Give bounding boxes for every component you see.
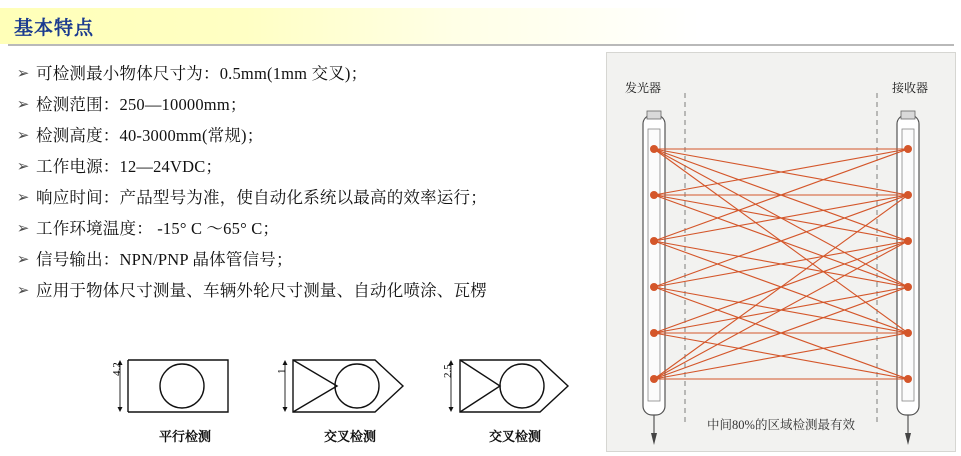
receiver-label: 接收器 (892, 81, 929, 95)
list-item-label: 响应时间：产品型号为准，使自动化系统以最高的效率运行； (36, 188, 487, 207)
diagram-cross-detection-2 (440, 348, 590, 453)
list-item (10, 93, 610, 117)
beam-diagram-svg (607, 53, 955, 451)
diagram-cross-detection-1 (275, 348, 425, 453)
list-item (10, 186, 610, 210)
list-item-label: 工作环境温度： -15° C ～65° C； (36, 219, 280, 238)
emitter-label: 发光器 (625, 81, 662, 95)
bullet-arrow-icon: ➢ (16, 127, 30, 144)
cross-detection-drawing-1 (275, 348, 425, 426)
list-item (10, 217, 610, 241)
parallel-detection-drawing (110, 348, 260, 426)
dimension-label: 2.5 (442, 364, 454, 378)
bullet-arrow-icon: ➢ (16, 282, 30, 299)
bullet-arrow-icon: ➢ (16, 158, 30, 175)
dimension-label: 4.2 (111, 362, 123, 376)
page-title: 基本特点 (14, 18, 95, 39)
bullet-arrow-icon: ➢ (16, 189, 30, 206)
beam-diagram-footnote: 中间80%的区域检测最有效 (707, 418, 855, 432)
list-item (10, 248, 610, 272)
list-item-label: 信号输出：NPN/PNP 晶体管信号； (36, 250, 293, 269)
bullet-arrow-icon: ➢ (16, 220, 30, 237)
bullet-arrow-icon: ➢ (16, 96, 30, 113)
light-curtain-beam-diagram (606, 52, 956, 452)
dimension-label: 1 (276, 368, 288, 374)
list-item (10, 62, 610, 86)
list-item-label: 应用于物体尺寸测量、车辆外轮尺寸测量、自动化喷涂、瓦楞 (36, 281, 487, 300)
diagram-caption: 交叉检测 (488, 429, 541, 444)
diagram-caption: 平行检测 (158, 429, 211, 444)
list-item (10, 155, 610, 179)
list-item-label: 检测高度：40-3000mm(常规)； (36, 126, 264, 145)
feature-list (10, 62, 610, 310)
list-item-label: 工作电源：12—24VDC； (36, 157, 223, 176)
header-band (0, 8, 700, 44)
diagram-parallel-detection (110, 348, 260, 453)
diagram-caption: 交叉检测 (323, 429, 376, 444)
bullet-arrow-icon: ➢ (16, 65, 30, 82)
list-item-label: 检测范围：250—10000mm； (36, 95, 247, 114)
list-item (10, 124, 610, 148)
list-item-label: 可检测最小物体尺寸为：0.5mm(1mm 交叉)； (36, 64, 368, 83)
detection-mode-diagrams (110, 348, 610, 453)
cross-detection-drawing-2 (440, 348, 590, 426)
header-divider (8, 44, 954, 46)
bullet-arrow-icon: ➢ (16, 251, 30, 268)
list-item (10, 279, 610, 303)
